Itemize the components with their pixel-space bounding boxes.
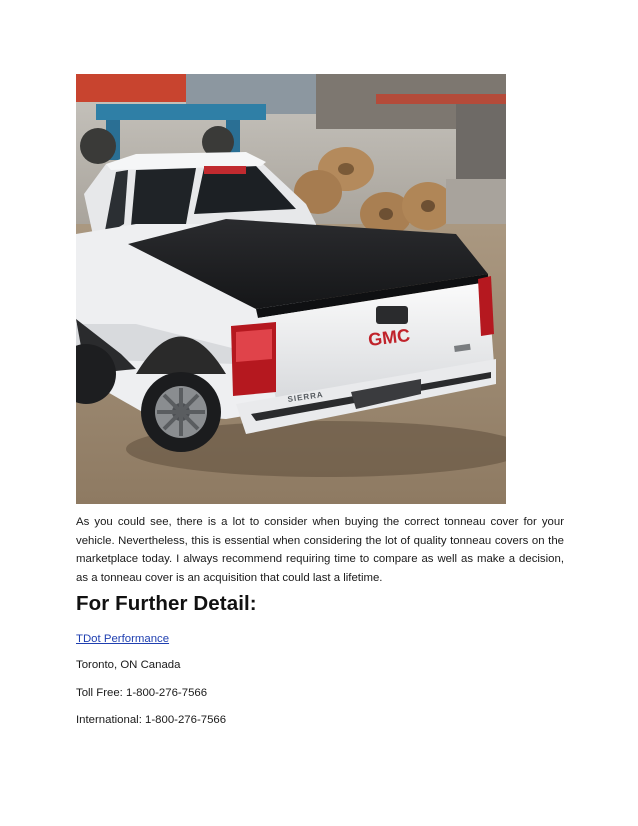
body-paragraph: As you could see, there is a lot to consider when buying the correct tonneau cover for your vehicle. Nevertheless, this is essential when considering the lot of quality tonneau covers on the marketplace today. I always recommend requiring time to compare as well as make a decision, as a tonneau cover is an acquisition that could last a lifetime.: [76, 516, 564, 584]
truck-photo: [76, 74, 506, 504]
company-link[interactable]: TDot Performance: [76, 633, 170, 645]
toll-free-text: Toll Free: 1-800-276-7566: [76, 687, 208, 699]
location-text: Toronto, ON Canada: [76, 659, 181, 671]
international-text: International: 1-800-276-7566: [76, 714, 227, 726]
company-line: [76, 632, 169, 646]
further-detail-heading: For Further Detail:: [76, 592, 257, 615]
gmc-badge: GMC: [367, 325, 412, 350]
truck-illustration: [76, 74, 506, 504]
sierra-badge: SIERRA: [287, 390, 325, 404]
tailgate-handle: [376, 306, 408, 324]
